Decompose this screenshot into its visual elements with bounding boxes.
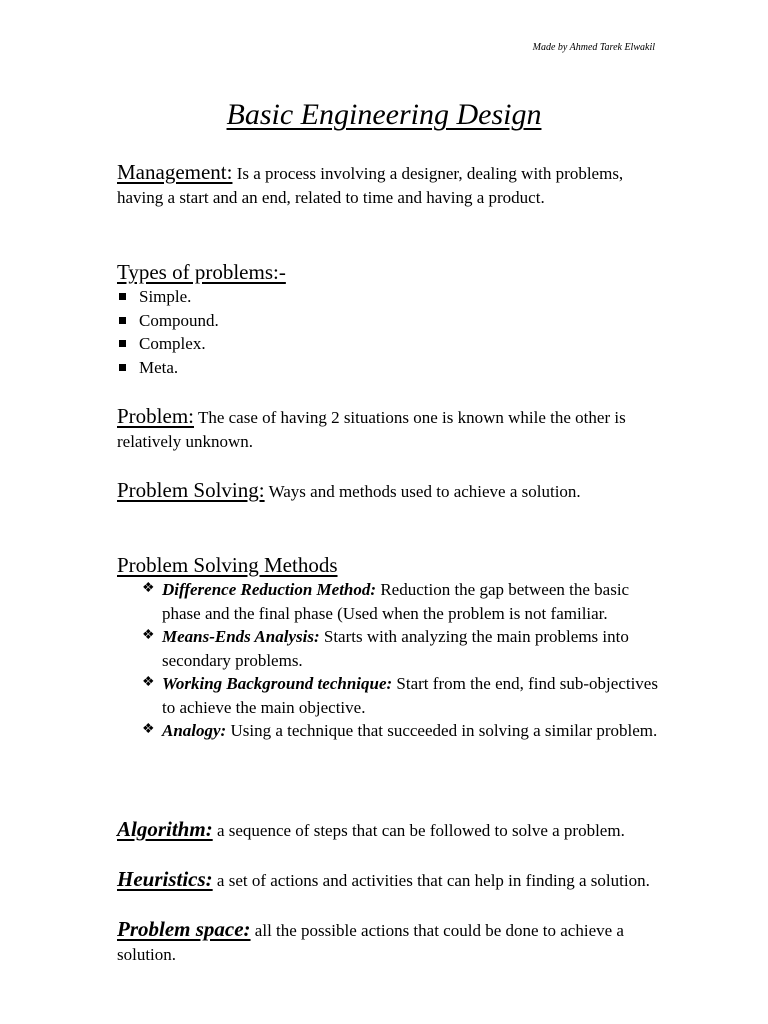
method-name: Difference Reduction Method: <box>162 580 377 599</box>
list-item-text: Complex. <box>139 334 206 353</box>
list-item <box>117 356 662 380</box>
list-item <box>141 672 662 719</box>
square-bullet-icon <box>119 293 126 300</box>
problem-space-term: Problem space: <box>117 917 251 941</box>
list-item <box>117 309 662 333</box>
method-description: Using a technique that succeeded in solving a similar problem. <box>230 721 658 740</box>
problem-space-definition: all the possible actions that could be done to achieve a solution. <box>117 921 624 964</box>
method-description: Reduction the gap between the basic phase and the final phase (Used when the problem is not familiar. <box>162 580 630 623</box>
diamond-bullet-icon: ❖ <box>142 722 155 737</box>
heuristics-definition: a set of actions and activities that can help in finding a solution. <box>216 871 650 890</box>
problem-solving-section <box>117 479 662 504</box>
square-bullet-icon <box>119 364 126 371</box>
list-item-text: Meta. <box>139 357 179 377</box>
problem-section <box>117 405 662 453</box>
types-of-problems-list <box>117 285 662 379</box>
management-section <box>117 161 662 209</box>
methods-list <box>117 578 662 743</box>
diamond-bullet-icon: ❖ <box>142 628 155 643</box>
problem-solving-methods-section <box>117 552 662 743</box>
square-bullet-icon <box>119 340 126 347</box>
algorithm-section <box>117 818 662 843</box>
square-bullet-icon <box>119 317 126 324</box>
author-credit: Made by Ahmed Tarek Elwakil <box>532 42 655 53</box>
method-name: Working Background technique: <box>162 674 393 693</box>
diamond-bullet-icon: ❖ <box>142 675 155 690</box>
algorithm-definition: a sequence of steps that can be followed to solve a problem. <box>216 821 625 840</box>
list-item <box>117 332 662 356</box>
method-description: Starts with analyzing the main problems into secondary problems. <box>162 627 629 670</box>
management-definition: Is a process involving a designer, dealing with problems, having a start and an end, related to time and having a product. <box>117 164 624 207</box>
problem-term: Problem: <box>117 404 194 428</box>
list-item-text: Compound. <box>139 310 219 330</box>
heuristics-term: Heuristics: <box>117 867 213 891</box>
algorithm-term: Algorithm: <box>117 817 213 841</box>
problem-definition: The case of having 2 situations one is known while the other is relatively unknown. <box>117 408 626 451</box>
types-of-problems-heading: Types of problems:- <box>117 260 286 284</box>
heuristics-section <box>117 868 662 893</box>
list-item <box>141 625 662 672</box>
problem-space-section <box>117 918 662 966</box>
list-item <box>141 719 662 743</box>
method-description: Start from the end, find sub-objectives to achieve the main objective. <box>162 674 658 717</box>
list-item <box>141 578 662 625</box>
problem-solving-methods-heading: Problem Solving Methods <box>117 553 338 577</box>
method-name: Analogy: <box>162 721 227 740</box>
diamond-bullet-icon: ❖ <box>142 581 155 596</box>
list-item-text: Simple. <box>139 287 192 306</box>
method-name: Means-Ends Analysis: <box>162 627 320 646</box>
types-of-problems-section <box>117 259 662 379</box>
management-term: Management: <box>117 160 233 184</box>
problem-solving-term: Problem Solving: <box>117 478 265 502</box>
problem-solving-definition: Ways and methods used to achieve a solution. <box>268 482 581 501</box>
page-title: Basic Engineering Design <box>226 98 542 131</box>
list-item <box>117 285 662 309</box>
